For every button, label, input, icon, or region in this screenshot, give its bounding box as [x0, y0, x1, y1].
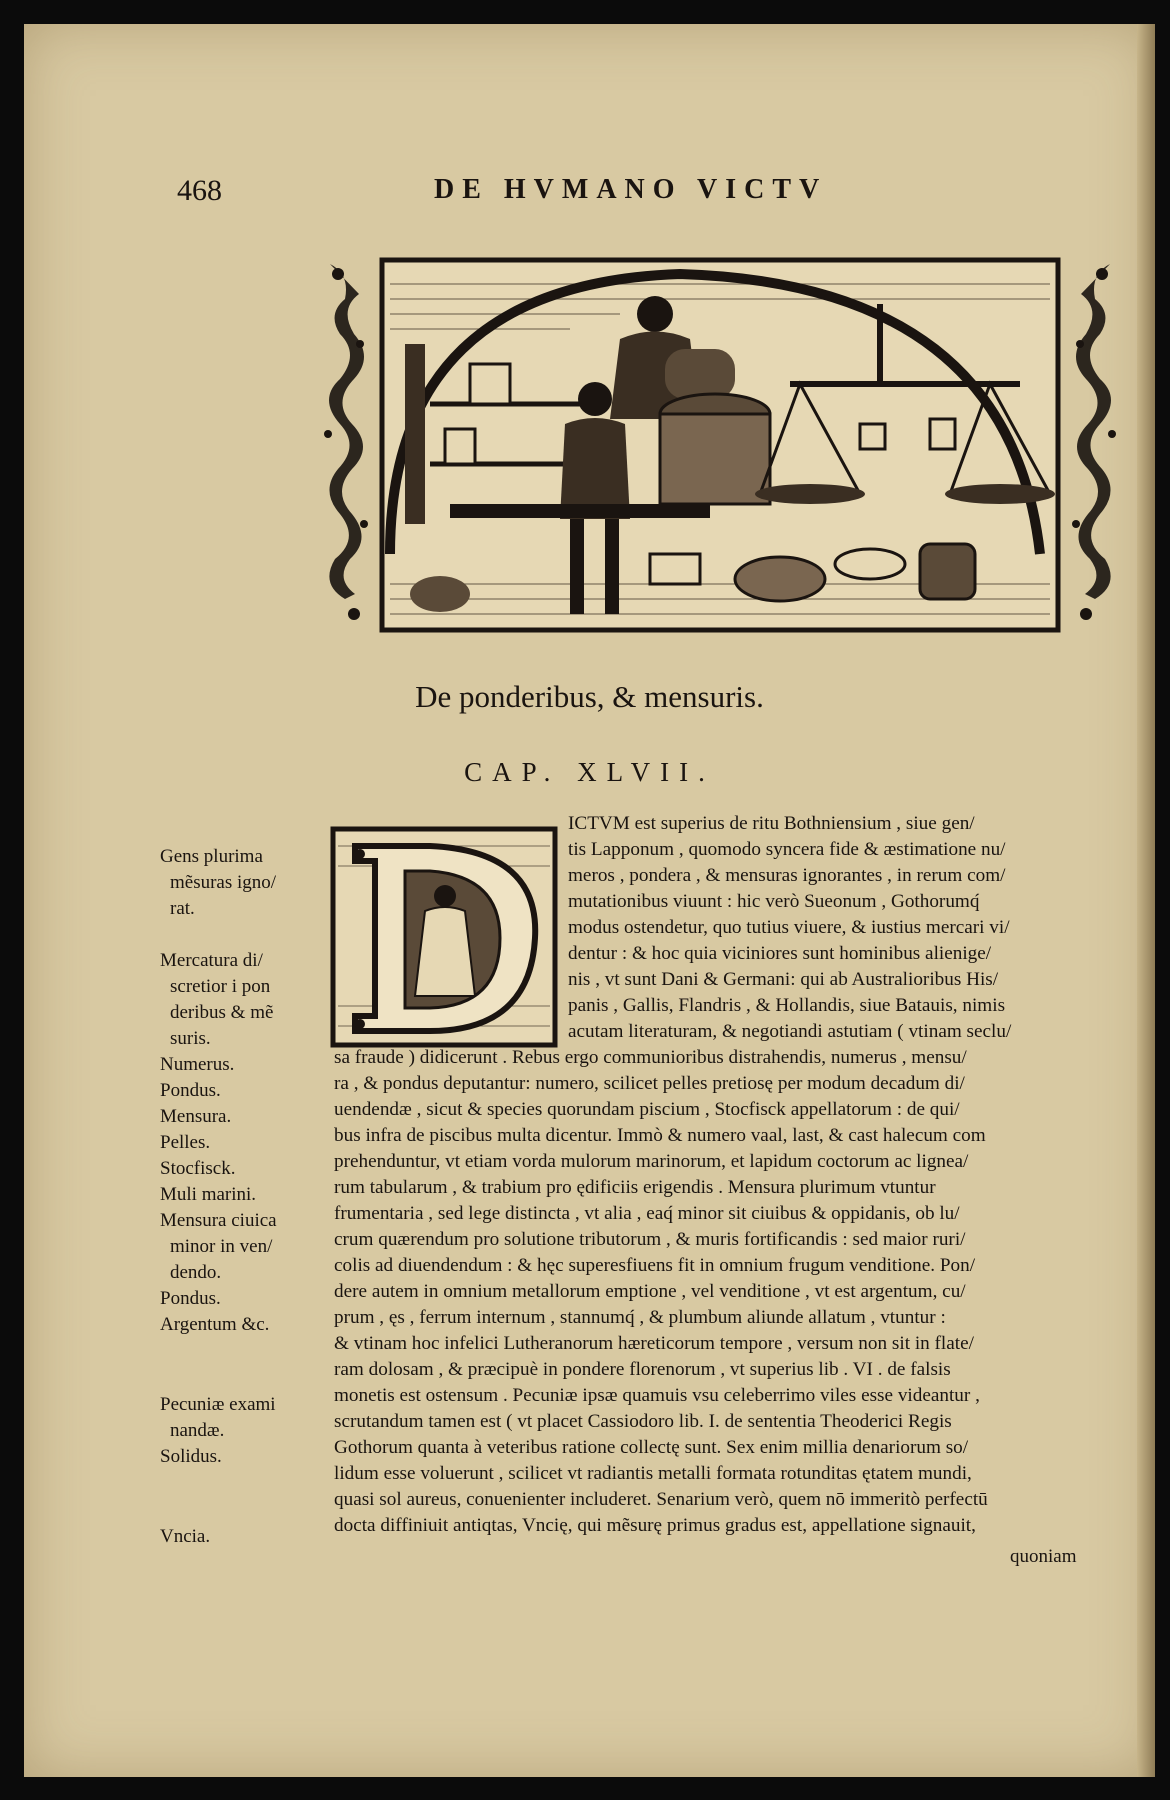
body-line: scrutandum tamen est ( vt placet Cassiodoro lib. I. de sententia Theoderici Regis	[334, 1411, 952, 1432]
margin-note-line: scretior i pon	[170, 976, 271, 997]
margin-note-line: suris.	[170, 1028, 211, 1049]
body-line: uendendæ , sicut & species quorundam piscium , Stocfisck appellatorum : de qui/	[334, 1099, 960, 1120]
body-line: ram dolosam , & præcipuè in pondere florenorum , vt superius lib . VI . de falsis	[334, 1359, 951, 1380]
woodcut-scene-image	[320, 254, 1120, 639]
margin-note	[160, 1312, 325, 1338]
catchword: quoniam	[1010, 1546, 1077, 1567]
margin-note	[160, 1208, 325, 1286]
page-gutter-edge	[1137, 24, 1155, 1777]
margin-note	[160, 1444, 325, 1470]
margin-note-line: nandæ.	[170, 1420, 225, 1441]
body-line: ICTVM est superius de ritu Bothniensium , siue gen/	[568, 813, 975, 834]
page-number: 468	[177, 174, 222, 207]
margin-note-line: Mercatura di/	[160, 950, 263, 971]
body-line: prehenduntur, vt etiam vorda mulorum marinorum, et lapidum coctorum ac lignea/	[334, 1151, 969, 1172]
body-line: lidum esse voluerunt , scilicet vt radiantis metalli formata rotunditas ętatem mundi,	[334, 1463, 972, 1484]
body-line: monetis est ostensum . Pecuniæ ipsæ quamuis vsu celeberrimo viles esse videantur ,	[334, 1385, 980, 1406]
margin-note	[160, 1104, 325, 1130]
body-line: nis , vt sunt Dani & Germani: qui ab Australioribus His/	[568, 969, 999, 990]
margin-note-line: Vncia.	[160, 1526, 211, 1547]
chapter-heading: CAP. XLVII.	[464, 757, 715, 787]
margin-note	[160, 1286, 325, 1312]
book-page	[24, 24, 1155, 1777]
body-line: panis , Gallis, Flandris , & Hollandis, siue Batauis, nimis	[568, 995, 1006, 1016]
margin-note	[160, 1130, 325, 1156]
body-line: sa fraude ) didicerunt . Rebus ergo communioribus distrahendis, numerus , mensu/	[334, 1047, 967, 1068]
body-line: crum quærendum pro solutione tributorum , & muris fortificandis : sed maior ruri/	[334, 1229, 966, 1250]
margin-note-line: Mensura ciuica	[160, 1210, 277, 1231]
margin-note	[160, 948, 325, 1052]
margin-note	[160, 1392, 325, 1444]
running-head	[24, 174, 1155, 214]
margin-note-line: minor in ven/	[170, 1236, 273, 1257]
body-line: mutationibus viuunt : hic verò Sueonum , Gothorumq́	[568, 891, 980, 912]
margin-note-line: Solidus.	[160, 1446, 222, 1467]
margin-note	[160, 1182, 325, 1208]
body-line: meros , pondera , & mensuras ignorantes , in rerum com/	[568, 865, 1006, 886]
body-line: Gothorum quanta à veteribus ratione collectę sunt. Sex enim millia denariorum so/	[334, 1437, 969, 1458]
margin-note-line: mẽsuras igno/	[170, 872, 277, 893]
margin-note-line: Gens plurima	[160, 846, 263, 867]
margin-note-line: Stocfisck.	[160, 1158, 236, 1179]
body-line: bus infra de piscibus multa dicentur. Immò & numero vaal, last, & cast halecum com	[334, 1125, 986, 1146]
margin-note-line: dendo.	[170, 1262, 222, 1283]
margin-note-line: Numerus.	[160, 1054, 235, 1075]
body-line: dentur : & hoc quia viciniores sunt hominibus alienige/	[568, 943, 992, 964]
body-line: colis ad diuendendum : & hęc superesfiuens fit in omnium frugum venditione. Pon/	[334, 1255, 976, 1276]
body-line: modus ostendetur, quo tutius viuere, & iustius mercari vi/	[568, 917, 1010, 938]
body-line: acutam literaturam, & negotiandi astutiam ( vtinam seclu/	[568, 1021, 1012, 1042]
body-line: & vtinam hoc infelici Lutheranorum hæreticorum tempore , versum non sit in flate/	[334, 1333, 974, 1354]
body-line: frumentaria , sed lege distincta , vt alia , eaq́ minor sit ciuibus & oppidanis, ob lu/	[334, 1203, 960, 1224]
woodcut-illustration	[320, 254, 1120, 639]
initial-letter-d-image	[330, 826, 558, 1048]
margin-note-line: Muli marini.	[160, 1184, 257, 1205]
body-line: prum , ęs , ferrum internum , stannumq́ , & plumbum aliunde allatum , vtuntur :	[334, 1307, 946, 1328]
margin-note-line: Pecuniæ exami	[160, 1394, 276, 1415]
margin-note-line: deribus & mẽ	[170, 1002, 274, 1023]
margin-note	[160, 1524, 325, 1550]
body-line: ra , & pondus deputantur: numero, scilicet pelles pretiosę per modum decadum di/	[334, 1073, 965, 1094]
decorated-initial-d	[330, 826, 558, 1048]
margin-note	[160, 844, 325, 922]
margin-note-line: Argentum &c.	[160, 1314, 270, 1335]
margin-note-line: Mensura.	[160, 1106, 232, 1127]
margin-note	[160, 1156, 325, 1182]
body-line: docta diffiniuit antiqtas, Vncię, qui mẽsurę primus gradus est, appellatione signauit,	[334, 1515, 976, 1536]
body-line: tis Lapponum , quomodo syncera fide & æstimatione nu/	[568, 839, 1006, 860]
margin-note-line: Pondus.	[160, 1288, 221, 1309]
margin-note-line: Pelles.	[160, 1132, 211, 1153]
margin-note	[160, 1052, 325, 1078]
margin-note	[160, 1078, 325, 1104]
body-line: quasi sol aureus, conuenienter includeret. Senarium verò, quem nō immeritò perfectū	[334, 1489, 988, 1510]
body-line: dere autem in omnium metallorum emptione , vel venditione , vt est argentum, cu/	[334, 1281, 966, 1302]
body-line: rum tabularum , & trabium pro ędificiis erigendis . Mensura plurimum vtuntur	[334, 1177, 936, 1198]
section-title: De ponderibus, & mensuris.	[415, 679, 764, 714]
margin-note-line: rat.	[170, 898, 195, 919]
running-head-title: DE HVMANO VICTV	[434, 174, 828, 205]
margin-note-line: Pondus.	[160, 1080, 221, 1101]
